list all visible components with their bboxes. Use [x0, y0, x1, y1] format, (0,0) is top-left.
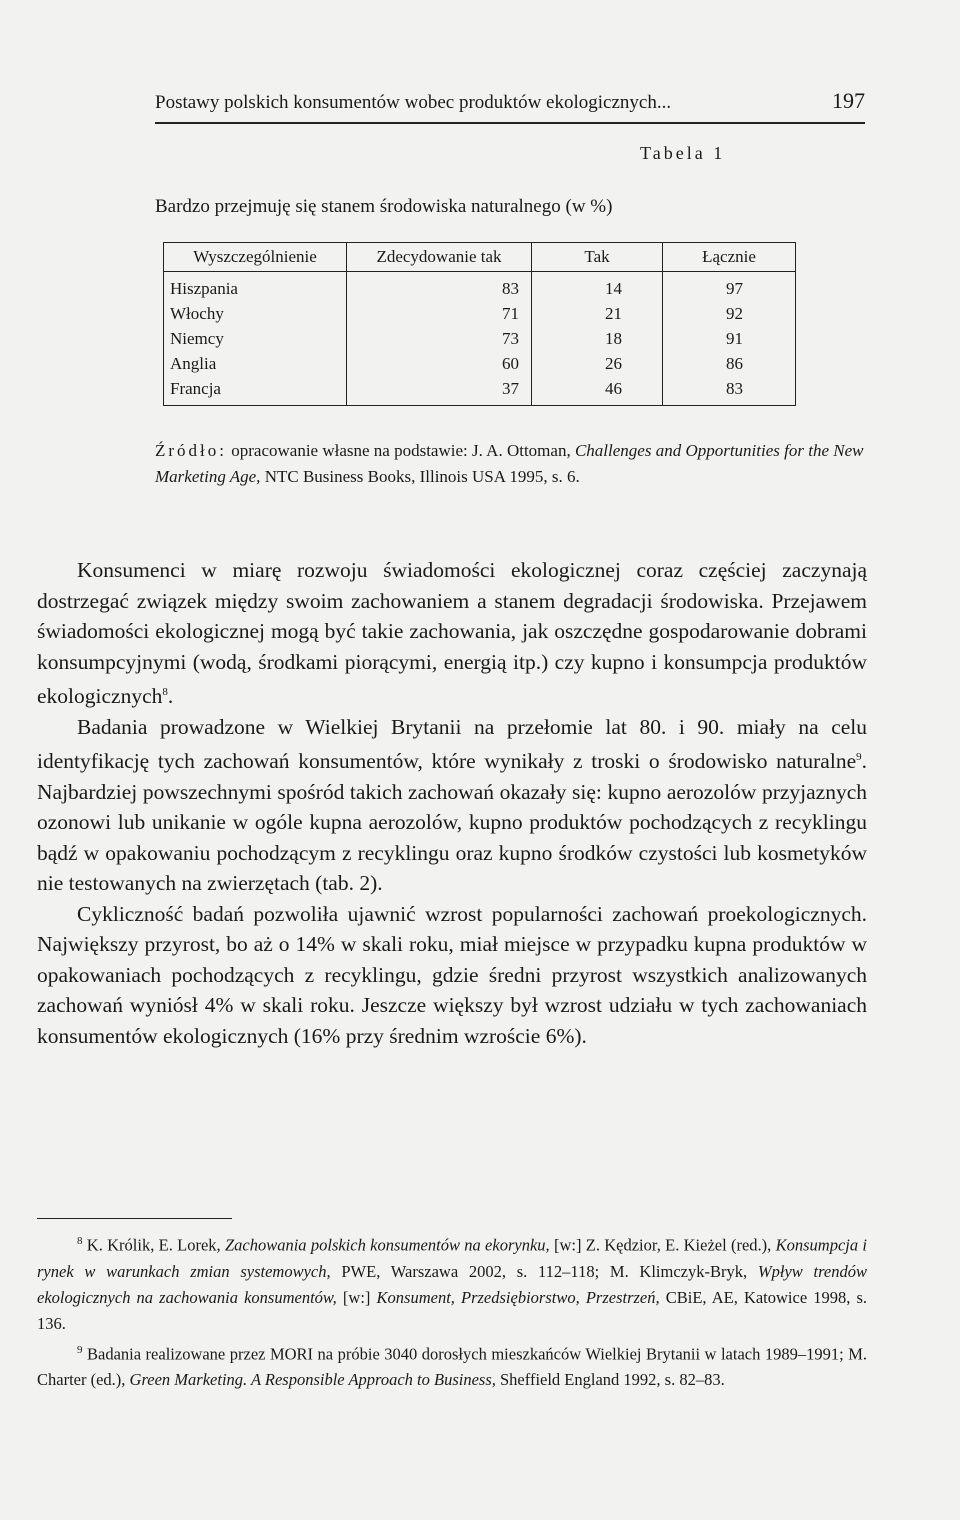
page-number: 197	[832, 88, 865, 113]
footnote-text: Sheffield England 1992, s. 82–83.	[500, 1370, 725, 1389]
footnote-number: 8	[77, 1235, 83, 1247]
source-label: Źródło:	[155, 441, 227, 460]
table-cell: 97	[726, 279, 743, 298]
table-cell: 86	[726, 354, 743, 373]
footnote-title: Konsumpcja i rynek w warunkach zmian systemowych,	[37, 1235, 867, 1281]
body-text	[37, 555, 867, 1051]
country-column	[164, 272, 347, 406]
paragraph-text: Konsumenci w miarę rozwoju świadomości ekologicznej coraz częściej zaczynają dostrzegać związek między swoim zachowaniem a stanem degradacji środowiska. Przejawem świadomości ekologicznej mogą być takie zachowania, jak oszczędne gospodarowanie dobrami konsumpcyjnymi (wodą, środkami piorącymi, energią itp.) czy kupno i konsumpcja produktów ekologicznych	[37, 558, 867, 709]
table-cell: 46	[605, 379, 622, 398]
footnote-text: Badania realizowane przez MORI na próbie 3040 dorosłych mieszkańców Wielkiej Brytanii w latach 1989–1991; M. Charter (ed.),	[37, 1344, 867, 1389]
source-title: Challenges and Opportunities for the New Marketing Age,	[155, 441, 864, 486]
footnote-divider	[37, 1218, 232, 1219]
footnote	[37, 1337, 867, 1394]
table-cell: 21	[605, 304, 622, 323]
table-cell: Niemcy	[170, 329, 224, 348]
footnote	[37, 1228, 867, 1337]
footnote-title: Wpływ trendów ekologicznych na zachowania konsumentów,	[37, 1261, 867, 1307]
table-cell: 71	[502, 304, 519, 323]
table-cell: Hiszpania	[170, 279, 238, 298]
paragraph-text: Badania prowadzone w Wielkiej Brytanii na przełomie lat 80. i 90. miały na celu identyfikację tych zachowań konsumentów, które wynikały z troski o środowisko naturalne	[37, 714, 867, 774]
column-header: Wyszczególnienie	[164, 243, 347, 272]
table-source-note	[155, 438, 865, 490]
table-cell: 37	[502, 379, 519, 398]
table-label: Tabela 1	[640, 143, 726, 163]
footnotes	[37, 1228, 867, 1393]
running-title: Postawy polskich konsumentów wobec produktów ekologicznych...	[155, 92, 672, 113]
table-cell: 83	[726, 379, 743, 398]
running-header	[155, 88, 865, 124]
column-header: Łącznie	[663, 243, 796, 272]
paragraph	[37, 712, 867, 899]
table-cell: 91	[726, 329, 743, 348]
table-cell: Włochy	[170, 304, 224, 323]
table-body	[164, 272, 796, 406]
paragraph	[37, 555, 867, 712]
footnote-number: 9	[77, 1343, 83, 1356]
data-table	[163, 242, 796, 406]
column-header: Tak	[532, 243, 663, 272]
footnote-text: CBiE, AE, Katowice 1998, s. 136.	[37, 1287, 868, 1333]
footnote-ref: 9	[856, 751, 862, 764]
source-text: opracowanie własne na podstawie: J. A. Ottoman,	[231, 441, 571, 460]
paragraph-text: .	[167, 684, 174, 709]
source-text: NTC Business Books, Illinois USA 1995, s. 6.	[264, 467, 580, 486]
table-header-row	[164, 243, 796, 272]
paragraph: Cykliczność badań pozwoliła ujawnić wzrost popularności zachowań proekologicznych. Największy przyrost, bo aż o 14% w skali roku, miał miejsce w przypadku kupna produktów w opakowaniach pochodzących z recyklingu, gdzie średni przyrost wszystkich analizowanych zachowań wyniósł 4% w skali roku. Jeszcze większy był wzrost udziału w tych zachowaniach konsumentów ekologicznych (16% przy średnim wzroście 6%).	[37, 901, 867, 1048]
table-cell: 26	[605, 354, 622, 373]
column-header: Zdecydowanie tak	[347, 243, 532, 272]
table-cell: 60	[502, 354, 519, 373]
table-cell: 83	[502, 279, 519, 298]
definitely-column	[347, 272, 532, 406]
footnote-ref: 8	[162, 686, 168, 698]
footnote-text: [w:]	[342, 1287, 371, 1307]
table-cell: 18	[605, 329, 622, 348]
table-cell: Anglia	[170, 354, 217, 373]
footnote-title: Green Marketing. A Responsible Approach to Business,	[129, 1370, 496, 1389]
table-cell: 92	[726, 304, 743, 323]
table-cell: Francja	[170, 379, 221, 398]
footnote-text: PWE, Warszawa 2002, s. 112–118; M. Klimczyk-Bryk,	[341, 1261, 748, 1281]
table-cell: 14	[605, 279, 622, 298]
table-cell: 73	[502, 329, 519, 348]
paragraph-text: . Najbardziej powszechnymi spośród takich zachowań okazały się: kupno aerozolów przyjaznych ozonowi lub unikanie w ogóle kupna aerozolów, kupno produktów pochodzących z recyklingu bądź w opakowaniu pochodzącym z recyklingu oraz kupno środków czystości lub kosmetyków nie testowanych na zwierzętach (tab. 2).	[37, 749, 867, 896]
footnote-title: Zachowania polskich konsumentów na ekorynku,	[224, 1235, 550, 1255]
total-column	[663, 272, 796, 406]
yes-column	[532, 272, 663, 406]
footnote-title: Konsument, Przedsiębiorstwo, Przestrzeń,	[376, 1287, 660, 1307]
footnote-text: K. Królik, E. Lorek,	[86, 1235, 221, 1255]
footnote-text: [w:] Z. Kędzior, E. Kieżel (red.),	[553, 1235, 772, 1255]
table-caption: Bardzo przejmuję się stanem środowiska naturalnego (w %)	[155, 196, 613, 217]
